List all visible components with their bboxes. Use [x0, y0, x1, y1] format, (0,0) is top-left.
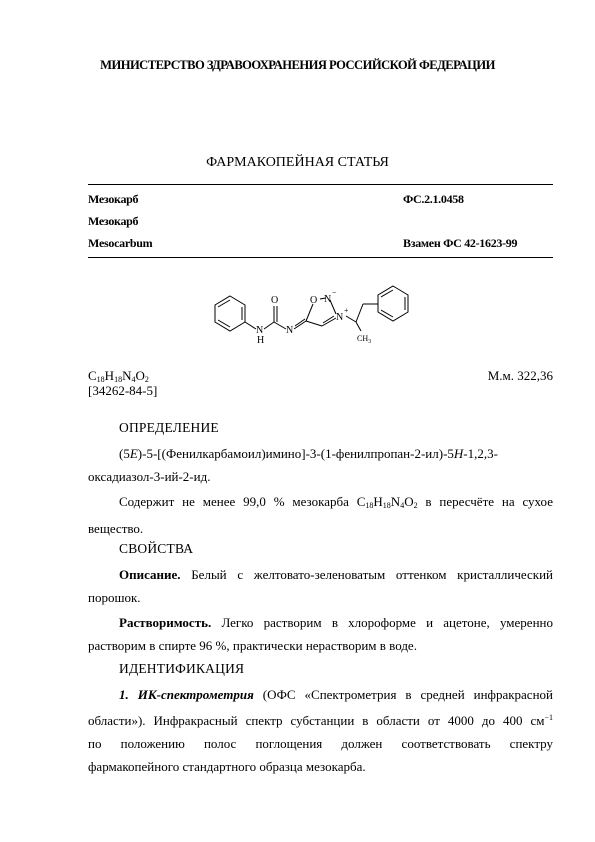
charge-minus: − [332, 288, 337, 297]
section-heading-identification: ИДЕНТИФИКАЦИЯ [119, 661, 245, 676]
cas-number: [34262-84-5] [88, 383, 158, 398]
atom-n-ring: N [324, 294, 332, 305]
atom-n-imine: N [286, 325, 294, 336]
atom-n-plus: N [336, 312, 344, 323]
phenyl-ring-left [215, 296, 245, 331]
definition-content: Содержит не менее 99,0 % мезокарба $C_{18}H_{18}N_4O_2$ в пересчёте на сухое вещество. [88, 494, 553, 536]
atom-n-h: N [256, 325, 264, 336]
phenyl-ring-right [378, 286, 408, 321]
drug-name-ru: Мезокарб [88, 192, 139, 206]
monograph-code: ФС.2.1.0458 [403, 192, 464, 206]
solubility-paragraph: Растворимость. Легко растворим в хлороформе и ацетоне, умеренно растворим в спирте 96 %, практически нерастворим в воде. [88, 615, 553, 653]
molecular-formula: $C_{18}H_{18}N_4O_2$ [88, 368, 149, 384]
structural-formula [200, 278, 450, 346]
definition-chemical-name: (5E)-5-[(Фенилкарбамоил)имино]-3-(1-фенилпропан-2-ил)-5H-1,2,3- оксадиазол-3-ий-2-ид. [88, 446, 498, 484]
charge-plus: + [344, 306, 349, 315]
top-rule [88, 184, 553, 185]
section-heading-properties: СВОЙСТВА [119, 541, 194, 556]
replaces-note: Взамен ФС 42-1623-99 [403, 236, 518, 250]
section-heading-definition: ОПРЕДЕЛЕНИЕ [119, 420, 219, 435]
description-paragraph: Описание. Белый с желтовато-зеленоватым оттенком кристаллический порошок. [88, 567, 553, 605]
ir-spectrometry-paragraph: 1. ИК-спектрометрия (ОФС «Спектрометрия в средней инфракрасной области»). Инфракрасный спектр субстанции в области от 4000 до 400 $см^{-1}$ по положению полос поглощения должен соответствовать спектру фармакопейного стандартного образца мезокарба. [88, 687, 553, 774]
molecular-weight: М.м. 322,36 [487, 368, 553, 383]
bottom-rule [88, 257, 553, 258]
methyl-group: $CH_3$ [357, 334, 372, 345]
ministry-title: МИНИСТЕРСТВО ЗДРАВООХРАНЕНИЯ РОССИЙСКОЙ ФЕДЕРАЦИИ [100, 58, 495, 72]
atom-h: H [257, 335, 265, 346]
document-title: ФАРМАКОПЕЙНАЯ СТАТЬЯ [206, 155, 389, 170]
drug-name-latin: Mesocarbum [88, 236, 153, 250]
atom-o-carbonyl: O [271, 295, 279, 306]
drug-name-ru-alt: Мезокарб [88, 214, 139, 228]
atom-o-ring: O [310, 295, 318, 306]
